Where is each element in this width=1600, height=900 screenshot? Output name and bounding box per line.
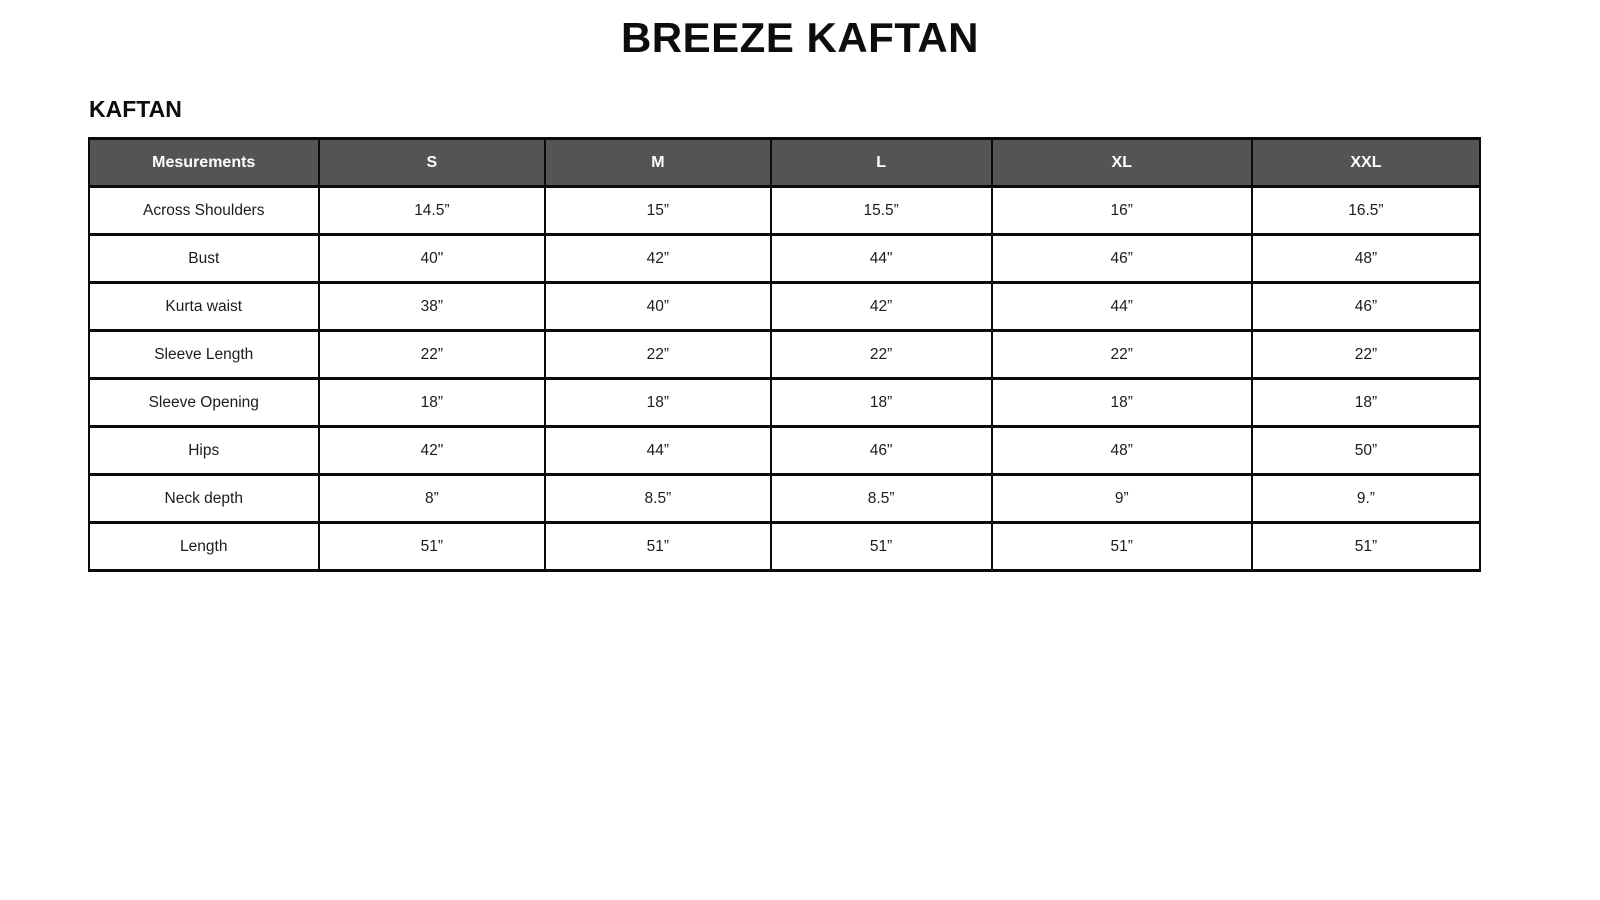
measurement-cell: 16” bbox=[992, 187, 1252, 235]
header-row bbox=[89, 139, 1480, 187]
measurement-cell: 51” bbox=[992, 523, 1252, 571]
measurement-cell: 22” bbox=[319, 331, 546, 379]
table-row-across-shoulders bbox=[89, 187, 1480, 235]
measurement-cell: 22” bbox=[545, 331, 770, 379]
measurement-cell: 44” bbox=[992, 283, 1252, 331]
measurement-cell: 51” bbox=[771, 523, 992, 571]
row-label: Sleeve Opening bbox=[89, 379, 319, 427]
measurement-cell: 18” bbox=[319, 379, 546, 427]
column-header-m: M bbox=[545, 139, 770, 187]
measurement-cell: 22” bbox=[771, 331, 992, 379]
measurement-cell: 46” bbox=[992, 235, 1252, 283]
column-header-s: S bbox=[319, 139, 546, 187]
row-label: Bust bbox=[89, 235, 319, 283]
row-label: Across Shoulders bbox=[89, 187, 319, 235]
row-label: Neck depth bbox=[89, 475, 319, 523]
measurement-cell: 44” bbox=[545, 427, 770, 475]
row-label: Kurta waist bbox=[89, 283, 319, 331]
measurement-cell: 18” bbox=[1252, 379, 1480, 427]
measurement-cell: 15.5” bbox=[771, 187, 992, 235]
measurement-cell: 8” bbox=[319, 475, 546, 523]
table-row-bust bbox=[89, 235, 1480, 283]
measurement-cell: 15” bbox=[545, 187, 770, 235]
measurement-cell: 46” bbox=[1252, 283, 1480, 331]
column-header-xl: XL bbox=[992, 139, 1252, 187]
table-row-length bbox=[89, 523, 1480, 571]
column-header-l: L bbox=[771, 139, 992, 187]
row-label: Hips bbox=[89, 427, 319, 475]
row-label: Sleeve Length bbox=[89, 331, 319, 379]
measurement-cell: 18” bbox=[545, 379, 770, 427]
measurement-cell: 22” bbox=[1252, 331, 1480, 379]
measurement-cell: 22” bbox=[992, 331, 1252, 379]
measurement-cell: 8.5” bbox=[771, 475, 992, 523]
row-label: Length bbox=[89, 523, 319, 571]
measurement-cell: 16.5” bbox=[1252, 187, 1480, 235]
measurement-cell: 38” bbox=[319, 283, 546, 331]
measurement-cell: 44" bbox=[771, 235, 992, 283]
measurement-cell: 42" bbox=[319, 427, 546, 475]
column-header-xxl: XXL bbox=[1252, 139, 1480, 187]
measurement-cell: 48” bbox=[1252, 235, 1480, 283]
measurement-cell: 42” bbox=[771, 283, 992, 331]
measurement-cell: 9” bbox=[992, 475, 1252, 523]
size-chart-table bbox=[88, 137, 1481, 572]
table-row-sleeve-length bbox=[89, 331, 1480, 379]
measurement-cell: 50” bbox=[1252, 427, 1480, 475]
table-row-kurta-waist bbox=[89, 283, 1480, 331]
table-row-neck-depth bbox=[89, 475, 1480, 523]
measurement-cell: 18” bbox=[771, 379, 992, 427]
measurement-cell: 40" bbox=[319, 235, 546, 283]
size-chart-body bbox=[89, 187, 1480, 571]
measurement-cell: 18” bbox=[992, 379, 1252, 427]
page-title: BREEZE KAFTAN bbox=[620, 14, 980, 61]
column-header-mesurements: Mesurements bbox=[89, 139, 319, 187]
measurement-cell: 46" bbox=[771, 427, 992, 475]
measurement-cell: 51” bbox=[545, 523, 770, 571]
section-heading-kaftan: KAFTAN bbox=[89, 96, 182, 122]
measurement-cell: 51” bbox=[1252, 523, 1480, 571]
table-row-sleeve-opening bbox=[89, 379, 1480, 427]
measurement-cell: 48” bbox=[992, 427, 1252, 475]
size-chart-header-row bbox=[89, 139, 1480, 187]
measurement-cell: 14.5” bbox=[319, 187, 546, 235]
measurement-cell: 42” bbox=[545, 235, 770, 283]
measurement-cell: 40” bbox=[545, 283, 770, 331]
measurement-cell: 9.” bbox=[1252, 475, 1480, 523]
measurement-cell: 51” bbox=[319, 523, 546, 571]
measurement-cell: 8.5” bbox=[545, 475, 770, 523]
table-row-hips bbox=[89, 427, 1480, 475]
